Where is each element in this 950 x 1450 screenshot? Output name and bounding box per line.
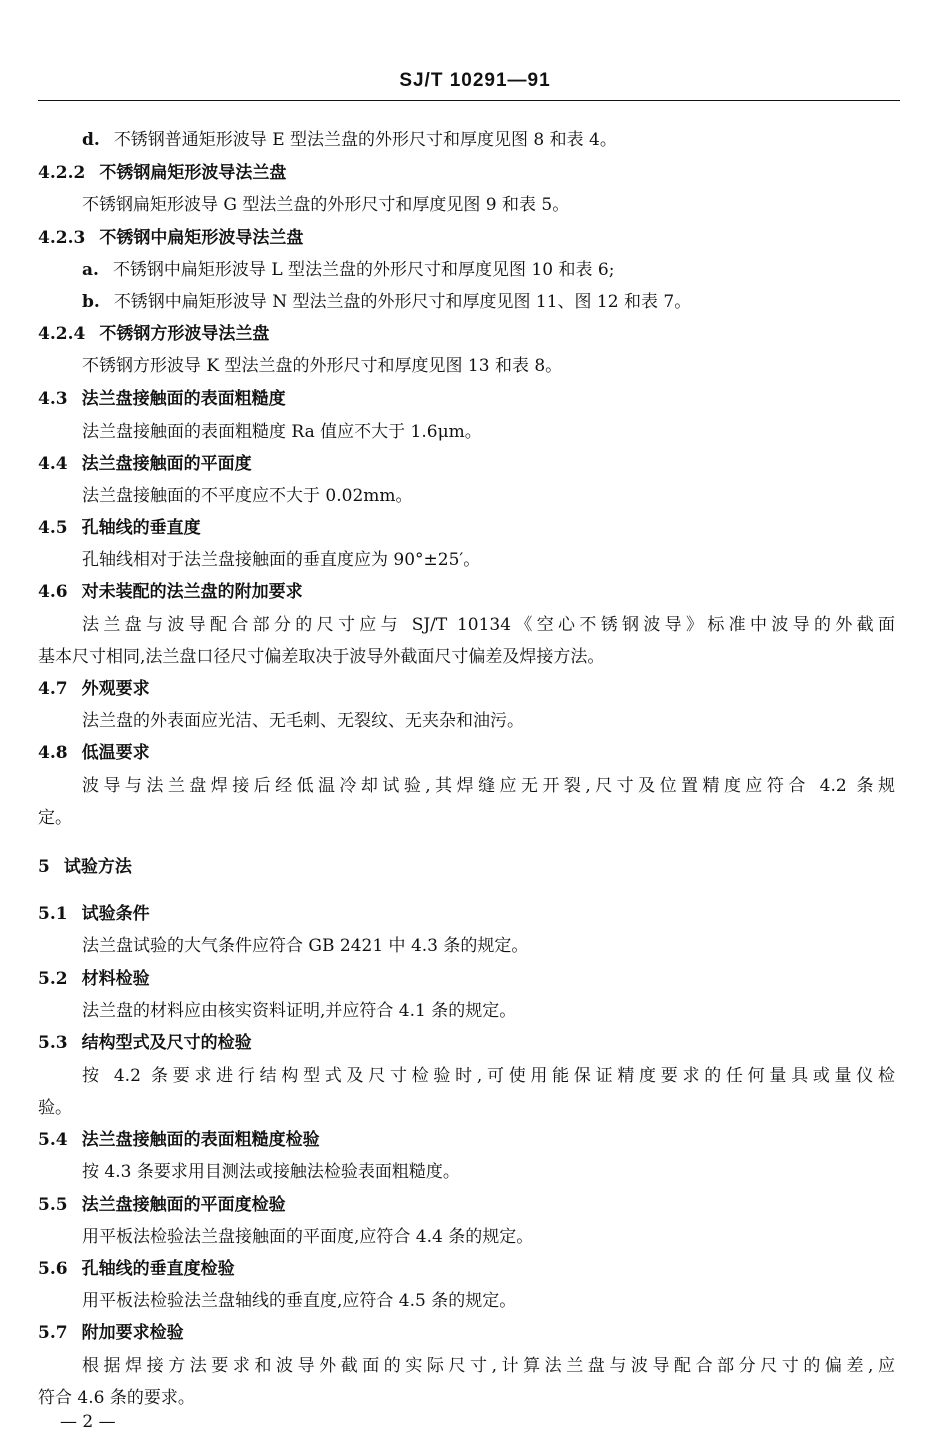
section-heading-5-7: 5.7 附加要求检验: [38, 1323, 184, 1343]
section-heading-4-7: 4.7 外观要求: [38, 679, 150, 699]
standard-code-header: SJ/T 10291—91: [399, 70, 551, 91]
list-item-a: a. 不锈钢中扁矩形波导 L 型法兰盘的外形尺寸和厚度见图 10 和表 6;: [82, 260, 615, 280]
paragraph-line: 孔轴线相对于法兰盘接触面的垂直度应为 90°±25′。: [82, 550, 481, 570]
section-heading-4-5: 4.5 孔轴线的垂直度: [38, 518, 201, 538]
paragraph-line: 波导与法兰盘焊接后经低温冷却试验,其焊缝应无开裂,尺寸及位置精度应符合 4.2 条规: [82, 776, 895, 796]
section-heading-4-3: 4.3 法兰盘接触面的表面粗糙度: [38, 389, 286, 409]
section-heading-5-4: 5.4 法兰盘接触面的表面粗糙度检验: [38, 1130, 320, 1150]
paragraph-line: 定。: [38, 808, 72, 828]
section-heading-4-2-3: 4.2.3 不锈钢中扁矩形波导法兰盘: [38, 228, 304, 248]
section-heading-4-2-4: 4.2.4 不锈钢方形波导法兰盘: [38, 324, 270, 344]
section-heading-5-5: 5.5 法兰盘接触面的平面度检验: [38, 1195, 286, 1215]
paragraph-line: 不锈钢方形波导 K 型法兰盘的外形尺寸和厚度见图 13 和表 8。: [82, 356, 563, 376]
chapter-heading-5: 5 试验方法: [38, 857, 132, 877]
paragraph-line: 验。: [38, 1098, 72, 1118]
paragraph-line: 基本尺寸相同,法兰盘口径尺寸偏差取决于波导外截面尺寸偏差及焊接方法。: [38, 647, 605, 667]
paragraph-line: 用平板法检验法兰盘轴线的垂直度,应符合 4.5 条的规定。: [82, 1291, 517, 1311]
section-heading-5-6: 5.6 孔轴线的垂直度检验: [38, 1259, 235, 1279]
section-heading-4-4: 4.4 法兰盘接触面的平面度: [38, 454, 252, 474]
paragraph-line: 按 4.2 条要求进行结构型式及尺寸检验时,可使用能保证精度要求的任何量具或量仪检: [82, 1066, 895, 1086]
section-heading-5-2: 5.2 材料检验: [38, 969, 150, 989]
paragraph-line: 用平板法检验法兰盘接触面的平面度,应符合 4.4 条的规定。: [82, 1227, 534, 1247]
paragraph-line: 法兰盘接触面的表面粗糙度 Ra 值应不大于 1.6μm。: [82, 422, 482, 442]
section-heading-5-3: 5.3 结构型式及尺寸的检验: [38, 1033, 252, 1053]
paragraph-line: 根据焊接方法要求和波导外截面的实际尺寸,计算法兰盘与波导配合部分尺寸的偏差,应: [82, 1356, 895, 1376]
paragraph-line: 按 4.3 条要求用目测法或接触法检验表面粗糙度。: [82, 1162, 460, 1182]
page-number: — 2 —: [60, 1412, 116, 1432]
paragraph-line: 法兰盘试验的大气条件应符合 GB 2421 中 4.3 条的规定。: [82, 936, 529, 956]
header-rule: [38, 100, 900, 101]
section-heading-4-6: 4.6 对未装配的法兰盘的附加要求: [38, 582, 303, 602]
paragraph-line: 不锈钢扁矩形波导 G 型法兰盘的外形尺寸和厚度见图 9 和表 5。: [82, 195, 570, 215]
section-heading-5-1: 5.1 试验条件: [38, 904, 150, 924]
paragraph-line: 符合 4.6 条的要求。: [38, 1388, 195, 1408]
paragraph-line: 法兰盘接触面的不平度应不大于 0.02mm。: [82, 486, 413, 506]
paragraph-line: 法兰盘与波导配合部分的尺寸应与 SJ/T 10134《空心不锈钢波导》标准中波导的外截面: [82, 615, 895, 635]
section-heading-4-8: 4.8 低温要求: [38, 743, 150, 763]
list-item-b: b. 不锈钢中扁矩形波导 N 型法兰盘的外形尺寸和厚度见图 11、图 12 和表 7。: [82, 292, 692, 312]
paragraph-line: 法兰盘的材料应由核实资料证明,并应符合 4.1 条的规定。: [82, 1001, 517, 1021]
list-item-d: d. 不锈钢普通矩形波导 E 型法兰盘的外形尺寸和厚度见图 8 和表 4。: [82, 130, 617, 150]
section-heading-4-2-2: 4.2.2 不锈钢扁矩形波导法兰盘: [38, 163, 287, 183]
paragraph-line: 法兰盘的外表面应光洁、无毛刺、无裂纹、无夹杂和油污。: [82, 711, 524, 731]
